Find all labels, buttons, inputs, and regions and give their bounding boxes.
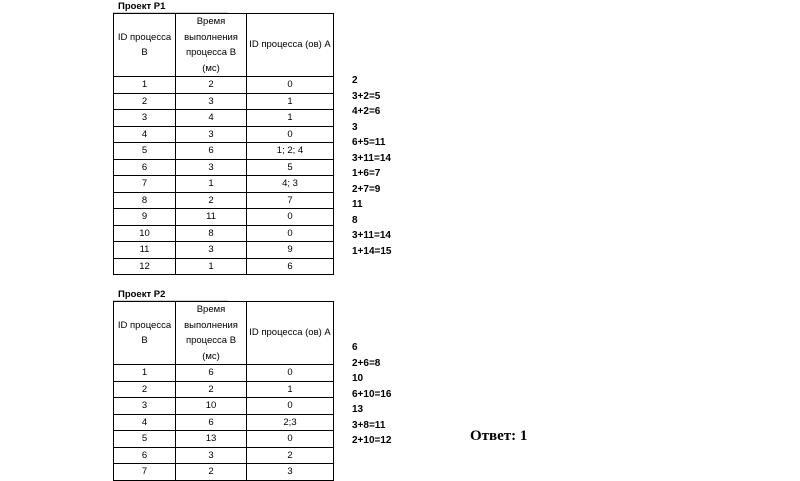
table-cell: 1 <box>176 176 247 193</box>
calc-line: 11 <box>352 199 363 210</box>
calc-line: 3+11=14 <box>352 152 391 164</box>
table-cell: 6 <box>176 414 247 431</box>
table-cell: 0 <box>247 126 334 143</box>
table-row <box>114 143 334 160</box>
table-row <box>114 242 334 259</box>
calc-line: 3+8=11 <box>352 419 386 431</box>
table-cell: 4 <box>114 126 176 143</box>
table-cell: 1; 2; 4 <box>247 143 334 160</box>
calc-line: 1+6=7 <box>352 168 381 179</box>
calc-line: 2 <box>352 75 358 86</box>
table-cell: 3 <box>176 242 247 259</box>
project-p1-table <box>113 13 334 275</box>
calc-line: 6+5=11 <box>352 137 386 148</box>
answer-text: Ответ: 1 <box>470 428 528 444</box>
calc-line: 2+7=9 <box>352 183 381 195</box>
table-cell: 9 <box>114 209 176 226</box>
header-cell: ID процесса В <box>114 14 176 77</box>
table-row <box>114 126 334 143</box>
calc-line: 3+11=14 <box>352 230 391 241</box>
table-cell: 0 <box>247 431 334 448</box>
table-row <box>114 209 334 226</box>
table-cell: 5 <box>247 159 334 176</box>
table-cell: 2 <box>114 93 176 110</box>
calc-line: 6+10=16 <box>352 388 392 400</box>
table-cell: 6 <box>114 159 176 176</box>
calc-line: 4+2=6 <box>352 106 381 117</box>
calc-line: 10 <box>352 373 364 384</box>
calc-line: 6 <box>352 342 358 353</box>
table-cell: 4 <box>114 414 176 431</box>
table-cell: 0 <box>247 209 334 226</box>
table-cell: 1 <box>176 258 247 275</box>
spreadsheet <box>113 0 333 481</box>
table-cell: 5 <box>114 431 176 448</box>
table-cell: 3 <box>114 398 176 415</box>
table-cell: 6 <box>114 447 176 464</box>
table-cell: 3 <box>247 464 334 481</box>
table-cell: 2 <box>114 381 176 398</box>
project-p2-table <box>113 301 334 481</box>
header-cell: Время выполнения процесса В (мс) <box>176 14 247 77</box>
table-cell: 4; 3 <box>247 176 334 193</box>
table-cell: 3 <box>176 93 247 110</box>
table-row <box>114 258 334 275</box>
calc-line: 2+10=12 <box>352 435 392 446</box>
table-cell: 2 <box>176 464 247 481</box>
table-cell: 8 <box>176 225 247 242</box>
calc-line: 2+6=8 <box>352 357 381 369</box>
row-spacer <box>113 275 333 288</box>
table-cell: 10 <box>176 398 247 415</box>
header-cell: ID процесса (ов) А <box>247 14 334 77</box>
table-cell: 1 <box>247 110 334 127</box>
table-cell: 1 <box>247 381 334 398</box>
table-cell: 7 <box>114 464 176 481</box>
calc-line: 3 <box>352 121 358 133</box>
table-cell: 11 <box>176 209 247 226</box>
header-cell: ID процесса В <box>114 302 176 365</box>
table-cell: 0 <box>247 398 334 415</box>
table-cell: 6 <box>176 365 247 382</box>
table-row <box>114 176 334 193</box>
header-cell: Время выполнения процесса В (мс) <box>176 302 247 365</box>
table-cell: 3 <box>176 159 247 176</box>
table-cell: 5 <box>114 143 176 160</box>
table-row <box>114 225 334 242</box>
table-cell: 11 <box>114 242 176 259</box>
table-row <box>114 159 334 176</box>
table-cell: 1 <box>114 365 176 382</box>
table-header-row <box>114 302 334 365</box>
table-cell: 6 <box>247 258 334 275</box>
table-cell: 12 <box>114 258 176 275</box>
table-cell: 9 <box>247 242 334 259</box>
table-row <box>114 398 334 415</box>
table-row <box>114 414 334 431</box>
calc-line: 3+2=5 <box>352 90 381 102</box>
table-cell: 1 <box>247 93 334 110</box>
table-cell: 7 <box>114 176 176 193</box>
table-row <box>114 464 334 481</box>
table-cell: 13 <box>176 431 247 448</box>
table-row <box>114 110 334 127</box>
project-p1-title: Проект Р1 <box>113 0 228 13</box>
table-cell: 7 <box>247 192 334 209</box>
table-row <box>114 93 334 110</box>
table-cell: 2 <box>176 192 247 209</box>
p1-calculations <box>352 73 392 259</box>
table-cell: 0 <box>247 365 334 382</box>
table-cell: 2;3 <box>247 414 334 431</box>
table-cell: 1 <box>114 77 176 94</box>
calc-line: 13 <box>352 404 364 415</box>
table-row <box>114 381 334 398</box>
table-cell: 10 <box>114 225 176 242</box>
table-row <box>114 431 334 448</box>
table-cell: 4 <box>176 110 247 127</box>
table-cell: 3 <box>114 110 176 127</box>
table-cell: 3 <box>176 447 247 464</box>
p2-calculations <box>352 340 392 449</box>
table-cell: 3 <box>176 126 247 143</box>
calc-line: 1+14=15 <box>352 245 392 257</box>
table-row <box>114 77 334 94</box>
project-p2-title: Проект Р2 <box>113 288 228 301</box>
table-header-row <box>114 14 334 77</box>
table-cell: 0 <box>247 225 334 242</box>
table-cell: 6 <box>176 143 247 160</box>
calc-line: 8 <box>352 214 358 226</box>
header-cell: ID процесса (ов) А <box>247 302 334 365</box>
table-cell: 8 <box>114 192 176 209</box>
table-cell: 0 <box>247 77 334 94</box>
table-cell: 2 <box>176 381 247 398</box>
table-row <box>114 365 334 382</box>
table-row <box>114 447 334 464</box>
table-row <box>114 192 334 209</box>
table-cell: 2 <box>247 447 334 464</box>
table-cell: 2 <box>176 77 247 94</box>
